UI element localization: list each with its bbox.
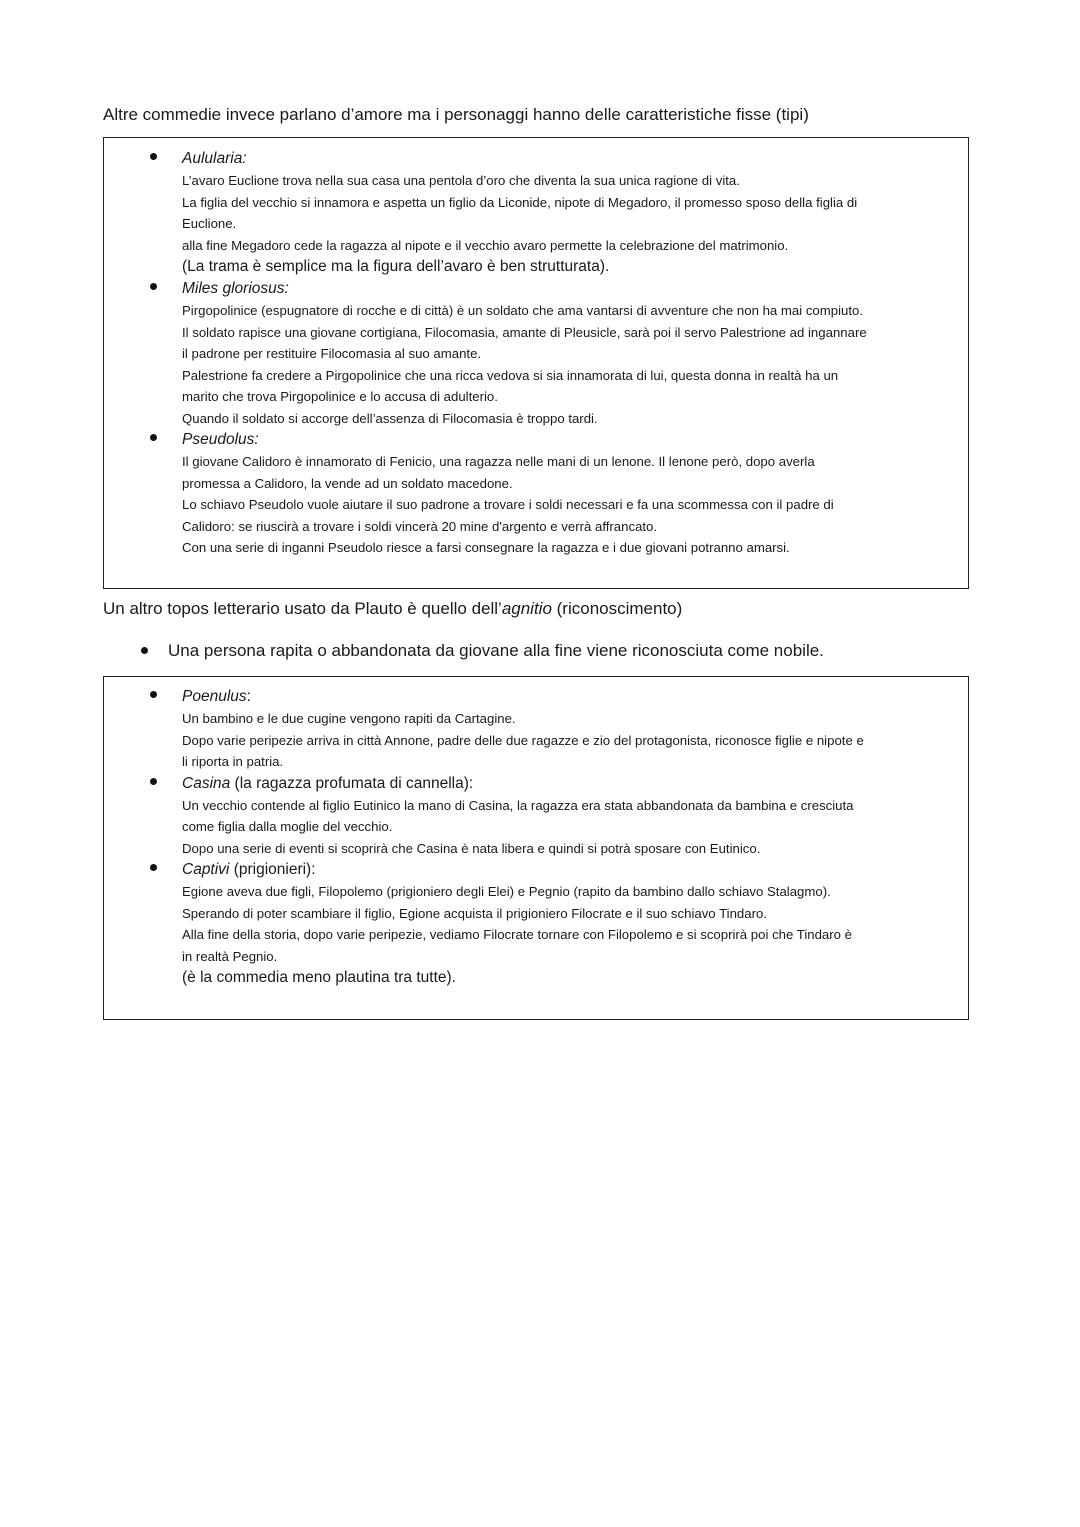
play-item <box>104 429 968 559</box>
play-title-name: Pseudolus: <box>182 431 259 448</box>
play-title-name: Casina <box>182 774 231 792</box>
plot-line: Sperando di poter scambiare il figlio, Egione acquista il prigioniero Filocrate e il suo schiavo Tindaro. <box>182 905 767 921</box>
play-item <box>104 686 968 773</box>
plot-line: Lo schiavo Pseudolo vuole aiutare il suo padrone a trovare i soldi necessari e fa una scommessa con il padre di <box>182 497 834 512</box>
plot-line: L’avaro Euclione trova nella sua casa una pentola d’oro che diventa la sua unica ragione di vita. <box>182 173 740 188</box>
plot-line: in realtà Pegnio. <box>182 948 278 964</box>
bullet-icon <box>150 864 157 871</box>
plot-line: promessa a Calidoro, la vende ad un soldato macedone. <box>182 475 513 491</box>
play-title-name: Miles gloriosus: <box>182 280 289 297</box>
bullet-icon <box>150 778 157 785</box>
plot-line: Palestrione fa credere a Pirgopolinice che una ricca vedova si sia innamorata di lui, questa donna in realtà ha un <box>182 367 839 383</box>
heading-agnitio <box>103 598 682 620</box>
bullet-icon <box>150 434 157 441</box>
play-title-rest: : <box>246 688 251 705</box>
box-commedie-amore <box>103 137 969 589</box>
play-title-name: Captivi <box>182 861 230 878</box>
plot-line: Calidoro: se riuscirà a trovare i soldi vincerà 20 mine d'argento e verrà affrancato. <box>182 518 658 534</box>
heading-agnitio-pre: Un altro topos letterario usato da Plauto è quello dell’ <box>103 599 502 618</box>
bullet-icon <box>141 647 148 654</box>
play-item <box>104 278 968 429</box>
play-title-name: Poenulus <box>182 688 247 705</box>
heading-commedie-tipi: Altre commedie invece parlano d’amore ma i personaggi hanno delle caratteristiche fisse (tipi) <box>103 105 809 124</box>
play-title-name: Aulularia: <box>182 150 247 167</box>
bullet-icon <box>150 283 157 290</box>
plot-line: Un vecchio contende al figlio Eutinico la mano di Casina, la ragazza era stata abbandonata da bambina e cresciuta <box>182 797 854 813</box>
heading-agnitio-post: (riconoscimento) <box>551 599 683 618</box>
plot-line: come figlia dalla moglie del vecchio. <box>182 819 393 834</box>
plot-line: li riporta in patria. <box>182 754 284 769</box>
plot-line: Dopo una serie di eventi si scoprirà che Casina è nata libera e quindi si potrà sposare con Eutinico. <box>182 840 761 856</box>
play-title <box>182 686 958 708</box>
play-title <box>182 148 958 170</box>
play-title <box>182 429 958 451</box>
play-title-rest: (la ragazza profumata di cannella): <box>230 774 474 792</box>
plot-line: La figlia del vecchio si innamora e aspetta un figlio da Liconide, nipote di Megadoro, il promesso sposo della figlia di <box>182 194 858 210</box>
plot-line: Quando il soldato si accorge dell’assenza di Filocomasia è troppo tardi. <box>182 410 598 426</box>
plot-line: Il giovane Calidoro è innamorato di Fenicio, una ragazza nelle mani di un lenone. Il lenone però, dopo averla <box>182 454 815 469</box>
plot-line: Il soldato rapisce una giovane cortigiana, Filocomasia, amante di Pleusicle, sarà poi il servo Palestrione ad ingannare <box>182 324 867 340</box>
plot-line: Un bambino e le due cugine vengono rapiti da Cartagine. <box>182 711 516 726</box>
heading-agnitio-term: agnitio <box>501 599 552 618</box>
standalone-bullet-text: Una persona rapita o abbandonata da giovane alla fine viene riconosciuta come nobile. <box>168 641 824 660</box>
plot-line: alla fine Megadoro cede la ragazza al nipote e il vecchio avaro permette la celebrazione del matrimonio. <box>182 237 789 253</box>
play-title <box>182 278 958 300</box>
plot-line: il padrone per restituire Filocomasia al suo amante. <box>182 346 482 361</box>
play-item <box>104 773 968 860</box>
plot-line: Euclione. <box>182 216 237 231</box>
play-title-rest: (prigionieri): <box>229 861 316 878</box>
plot-line: Dopo varie peripezie arriva in città Annone, padre delle due ragazze e zio del protagonista, riconosce figlie e nipote e <box>182 732 864 748</box>
play-title <box>182 859 958 881</box>
play-item <box>104 859 968 989</box>
bullet-icon <box>150 153 157 160</box>
plot-note: (La trama è semplice ma la figura dell’avaro è ben strutturata). <box>182 258 610 275</box>
plot-line: Pirgopolinice (espugnatore di rocche e di città) è un soldato che ama vantarsi di avventure che non ha mai compiuto. <box>182 303 864 318</box>
play-item <box>104 148 968 278</box>
box-commedie-agnitio <box>103 676 969 1020</box>
plot-note: (è la commedia meno plautina tra tutte). <box>182 969 456 986</box>
standalone-bullet-item <box>103 640 969 662</box>
plot-line: Egione aveva due figli, Filopolemo (prigioniero degli Elei) e Pegnio (rapito da bambino dallo schiavo Stalagmo). <box>182 884 831 899</box>
bullet-icon <box>150 691 157 698</box>
plot-line: marito che trova Pirgopolinice e lo accusa di adulterio. <box>182 389 498 404</box>
play-title <box>182 773 958 795</box>
plot-line: Alla fine della storia, dopo varie peripezie, vediamo Filocrate tornare con Filopolemo e si scoprirà poi che Tindaro è <box>182 927 852 942</box>
plot-line: Con una serie di inganni Pseudolo riesce a farsi consegnare la ragazza e i due giovani potranno amarsi. <box>182 540 790 555</box>
